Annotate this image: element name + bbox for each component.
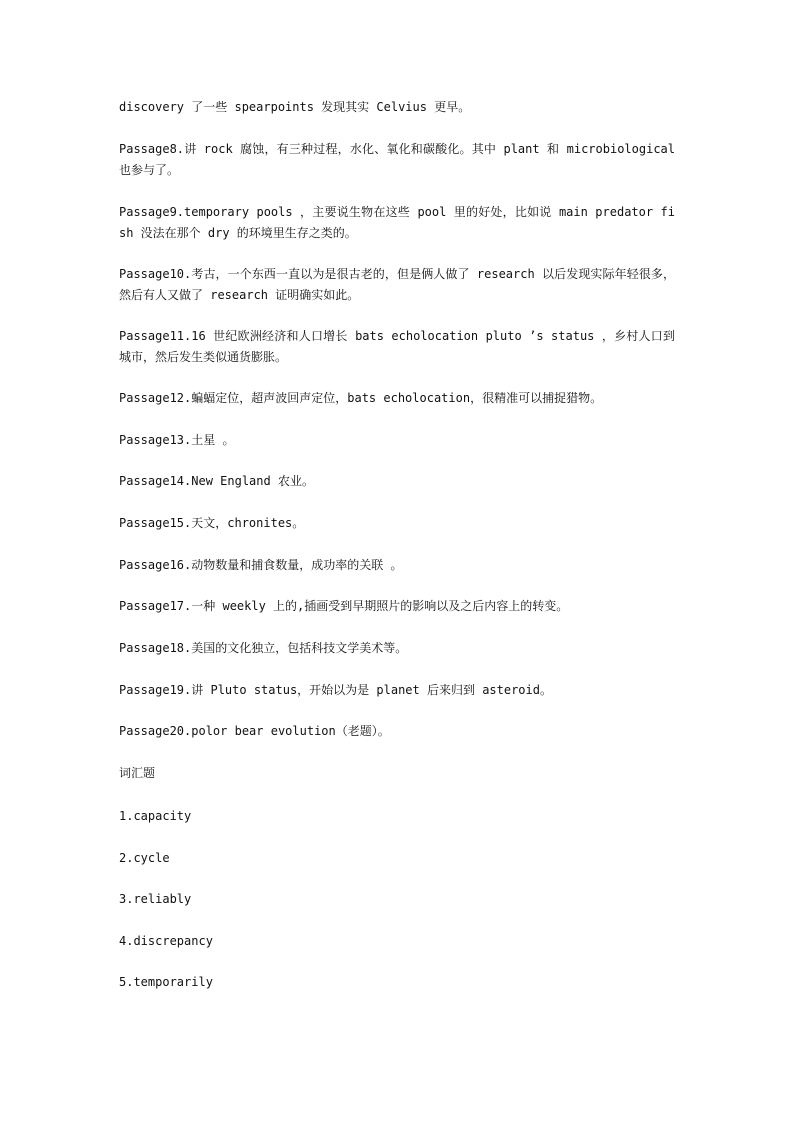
paragraph-passage17: Passage17.一种 weekly 上的,插画受到早期照片的影响以及之后内容上的转变。 <box>119 599 569 613</box>
paragraph-passage8: Passage8.讲 rock 腐蚀，有三种过程，水化、氧化和碳酸化。其中 plant 和 microbiological 也参与了。 <box>119 142 675 177</box>
paragraph-passage15: Passage15.天文，chronites。 <box>119 516 305 530</box>
paragraph-passage10: Passage10.考古，一个东西一直以为是很古老的，但是俩人做了 research 以后发现实际年轻很多，然后有人又做了 research 证明确实如此。 <box>119 267 675 302</box>
vocab-item: 1.capacity <box>119 809 192 823</box>
paragraph-passage16: Passage16.动物数量和捕食数量，成功率的关联 。 <box>119 558 403 572</box>
paragraph-passage19: Passage19.讲 Pluto status，开始以为是 planet 后来归到 asteroid。 <box>119 683 552 697</box>
vocab-item: 5.temporarily <box>119 975 213 989</box>
vocab-item: 4.discrepancy <box>119 934 213 948</box>
vocab-item: 3.reliably <box>119 892 192 906</box>
paragraph-passage9: Passage9.temporary pools ，主要说生物在这些 pool 里的好处，比如说 main predator fish 没法在那个 dry 的环境里生存之类的。 <box>119 205 675 240</box>
paragraph-passage14: Passage14.New England 农业。 <box>119 474 314 488</box>
paragraph-passage18: Passage18.美国的文化独立，包括科技文学美术等。 <box>119 641 408 655</box>
section-heading-vocabulary: 词汇题 <box>119 766 156 780</box>
paragraph-passage20: Passage20.polor bear evolution（老题）。 <box>119 724 390 738</box>
paragraph-passage11: Passage11.16 世纪欧洲经济和人口增长 bats echolocation pluto ’s status ，乡村人口到城市，然后发生类似通货膨胀。 <box>119 329 675 364</box>
vocab-item: 2.cycle <box>119 851 170 865</box>
paragraph-passage13: Passage13.土星 。 <box>119 433 235 447</box>
paragraph-passage7-end: discovery 了一些 spearpoints 发现其实 Celvius 更早。 <box>119 100 471 114</box>
paragraph-passage12: Passage12.蝙蝠定位，超声波回声定位，bats echolocation，很精准可以捕捉猎物。 <box>119 391 603 405</box>
